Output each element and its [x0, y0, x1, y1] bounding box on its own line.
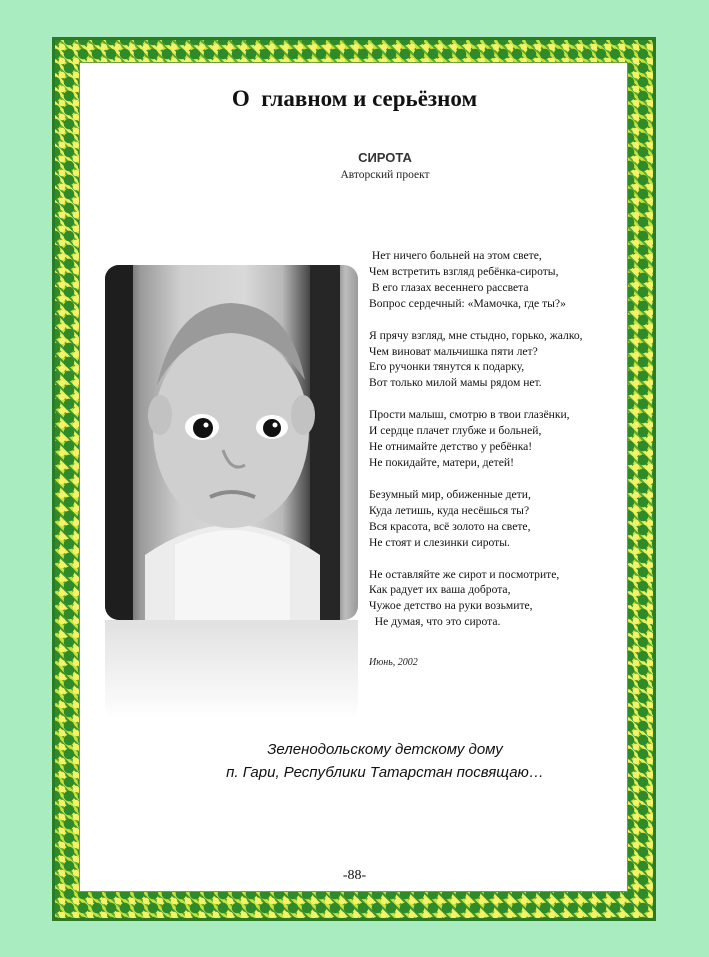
poem-line: Вот только милой мамы рядом нет. [369, 376, 542, 390]
poem-subtitle: Авторский проект [340, 169, 430, 181]
poem-stanza [369, 567, 639, 631]
poem-line: Не стоят и слезинки сироты. [369, 535, 510, 549]
poem-line: Чем встретить взгляд ребёнка-сироты, [369, 264, 559, 278]
poem-line: Я прячу взгляд, мне стыдно, горько, жалко, [369, 328, 583, 342]
poem-stanza [369, 407, 639, 471]
child-photo [105, 265, 358, 620]
dedication-line: Зеленодольскому детскому дому [267, 741, 503, 758]
poem-line: Не думая, что это сирота. [369, 615, 501, 629]
poem-line: Вся красота, всё золото на свете, [369, 519, 531, 533]
dedication [0, 738, 709, 784]
page-title: О главном и серьёзном [231, 86, 478, 111]
poem-line: Чем виноват мальчишка пяти лет? [369, 344, 538, 358]
poem-line: Безумный мир, обиженные дети, [369, 487, 531, 501]
poem-stanza [369, 248, 639, 312]
poem-stanza [369, 328, 639, 392]
poem-line: Не покидайте, матери, детей! [369, 455, 514, 469]
poem-stanza [369, 487, 639, 551]
poem-line: В его глазах весеннего рассвета [369, 280, 529, 294]
child-portrait-illustration [105, 265, 358, 620]
photo-reflection [105, 620, 358, 720]
poem-line: И сердце плачет глубже и больней, [369, 424, 542, 438]
page-number: -88- [342, 868, 367, 883]
poem-line: Чужое детство на руки возьмите, [369, 599, 533, 613]
poem-line: Нет ничего больней на этом свете, [369, 249, 542, 262]
poem-line: Не оставляйте же сирот и посмотрите, [369, 567, 560, 581]
poem-line: Его ручонки тянутся к подарку, [369, 360, 525, 374]
poem-line: Куда летишь, куда несёшься ты? [369, 503, 530, 517]
poem-line: Как радует их ваша доброта, [369, 583, 511, 597]
poem-line: Не отнимайте детство у ребёнка! [369, 440, 533, 454]
poem-date: Июнь, 2002 [369, 657, 418, 668]
poem-line: Прости малыш, смотрю в твои глазёнки, [369, 408, 570, 422]
poem-title: СИРОТА [358, 150, 412, 165]
poem-line: Вопрос сердечный: «Мамочка, где ты?» [369, 296, 566, 310]
dedication-line: п. Гари, Республики Татарстан посвящаю… [226, 764, 544, 781]
poem-text [369, 248, 639, 646]
